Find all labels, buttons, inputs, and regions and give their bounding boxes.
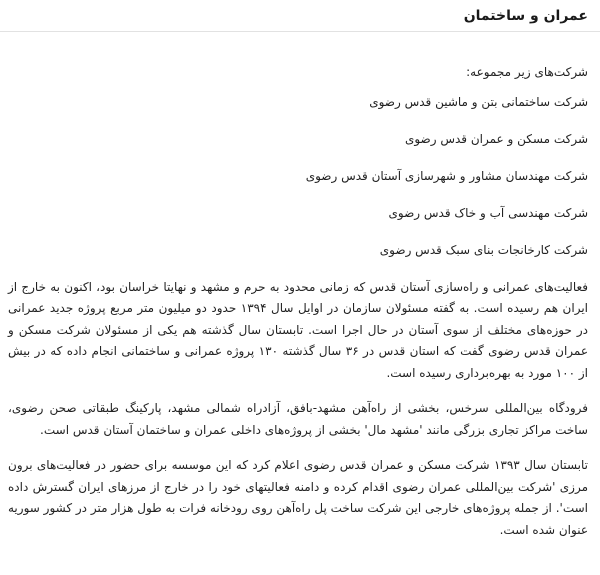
paragraph-domestic-projects: فرودگاه بین‌المللی سرخس، بخشی از راه‌آهن مشهد-بافق، آزادراه شمالی مشهد، پارکینگ طبقاتی صحن رضوی، ساخت مراکز تجاری بزرگی مانند 'مشهد مال' بخشی از پروژه‌های داخلی عمران و ساختمان آستان قدس است. <box>8 401 588 437</box>
paragraph-international: تابستان سال ۱۳۹۳ شرکت مسکن و عمران قدس رضوی اعلام کرد که این موسسه برای حضور در فعالیت‌های برون مرزی 'شرکت بین‌المللی عمران رضوی اقدام کرده و دامنه فعالیتهای خود را در خارج از مرزهای ایران گسترش داده است'. از جمله پروژه‌های خارجی این شرکت ساخت پل راه‌آهن روی رودخانه فرات به طول هزار متر در کشور سوریه عنوان شده است. <box>8 458 588 537</box>
list-item: شرکت مسکن و عمران قدس رضوی <box>404 131 588 146</box>
title-divider <box>0 31 600 32</box>
list-item: شرکت کارخانجات بنای سبک قدس رضوی <box>379 242 588 257</box>
list-item: شرکت مهندسی آب و خاک قدس رضوی <box>388 205 588 220</box>
list-item: شرکت ساختمانی بتن و ماشین قدس رضوی <box>369 94 588 109</box>
section-title: عمران و ساختمان <box>463 8 588 24</box>
subsidiaries-intro: شرکت‌های زیر مجموعه: <box>466 65 588 79</box>
list-item: شرکت مهندسان مشاور و شهرسازی آستان قدس رضوی <box>305 168 588 183</box>
company-list <box>8 92 592 262</box>
article-body <box>8 62 592 555</box>
paragraph-activities: فعالیت‌های عمرانی و راه‌سازی آستان قدس که زمانی محدود به حرم و مشهد و نهایتا خراسان بود، اکنون به خارج از ایران هم رسیده است. به گفته مسئولان سازمان در اوایل سال ۱۳۹۴ حدود دو میلیون متر مربع پروژه جدید عمرانی در حوزه‌های مختلف از سوی آستان در حال اجرا است. تابستان سال گذشته هم یکی از مسئولان شرکت مسکن و عمران قدس رضوی گفت که استان قدس در ۳۶ سال گذشته ۱۳۰ پروژه عمرانی و ساختمانی انجام داده که در بیش از ۱۰۰ مورد به بهره‌برداری رسیده است. <box>8 279 588 380</box>
